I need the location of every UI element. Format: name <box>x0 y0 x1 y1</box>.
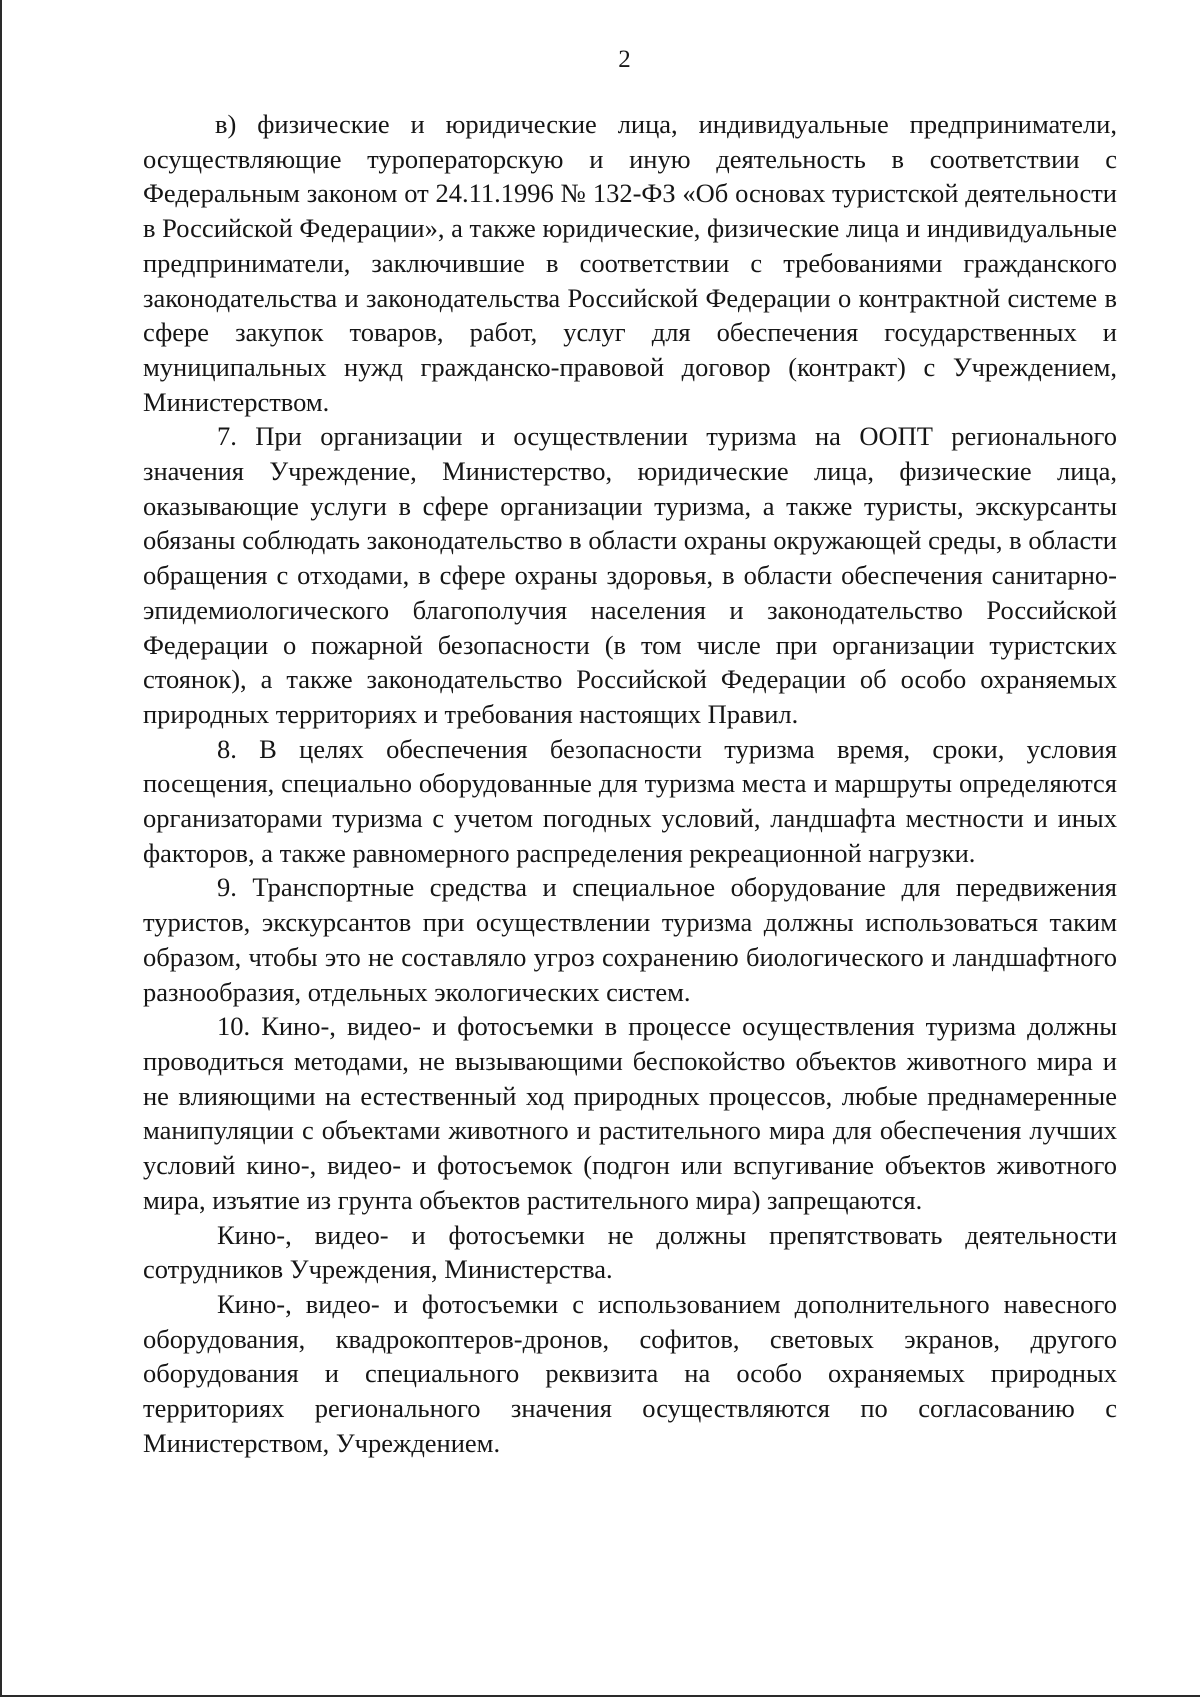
document-body <box>143 107 1117 1460</box>
paragraph-10: 10. Кино-, видео- и фотосъемки в процессе осуществления туризма должны проводиться методами, не вызывающими беспокойство объектов животного мира и не влияющими на естественный ход природных процессов, любые преднамеренные манипуляции с объектами животного и растительного мира для обеспечения лучших условий кино-, видео- и фотосъемок (подгон или вспугивание объектов животного мира, изъятие из грунта объектов растительного мира) запрещаются. <box>143 1011 1117 1215</box>
paragraph-10-continued-1: Кино-, видео- и фотосъемки не должны препятствовать деятельности сотрудников Учреждения, Министерства. <box>143 1219 1117 1285</box>
paragraph-9: 9. Транспортные средства и специальное оборудование для передвижения туристов, экскурсантов при осуществлении туризма должны использоваться таким образом, чтобы это не составляло угроз сохранению биологического и ландшафтного разнообразия, отдельных экологических систем. <box>143 872 1117 1007</box>
page-number: 2 <box>618 46 631 73</box>
paragraph-7: 7. При организации и осуществлении туризма на ООПТ регионального значения Учреждение, Министерство, юридические лица, физические лица, оказывающие услуги в сфере организации туризма, а также туристы, экскурсанты обязаны соблюдать законодательство в области охраны окружающей среды, в области обращения с отходами, в сфере охраны здоровья, в области обеспечения санитарно-эпидемиологического благополучия населения и законодательство Российской Федерации о пожарной безопасности (в том числе при организации туристских стоянок), а также законодательство Российской Федерации об особо охраняемых природных территориях и требования настоящих Правил. <box>143 421 1117 729</box>
paragraph-item-v: в) физические и юридические лица, индивидуальные предприниматели, осуществляющие туроператорскую и иную деятельность в соответствии с Федеральным законом от 24.11.1996 № 132-ФЗ «Об основах туристской деятельности в Российской Федерации», а также юридические, физические лица и индивидуальные предприниматели, заключившие в соответствии с требованиями гражданского законодательства и законодательства Российской Федерации о контрактной системе в сфере закупок товаров, работ, услуг для обеспечения государственных и муниципальных нужд гражданско-правовой договор (контракт) с Учреждением, Министерством. <box>143 109 1117 417</box>
paragraph-10-continued-2: Кино-, видео- и фотосъемки с использованием дополнительного навесного оборудования, квадрокоптеров-дронов, софитов, световых экранов, другого оборудования и специального реквизита на особо охраняемых природных территориях регионального значения осуществляются по согласованию с Министерством, Учреждением. <box>143 1288 1117 1458</box>
paragraph-8: 8. В целях обеспечения безопасности туризма время, сроки, условия посещения, специально оборудованные для туризма места и маршруты определяются организаторами туризма с учетом погодных условий, ландшафта местности и иных факторов, а также равномерного распределения рекреационной нагрузки. <box>143 733 1117 868</box>
